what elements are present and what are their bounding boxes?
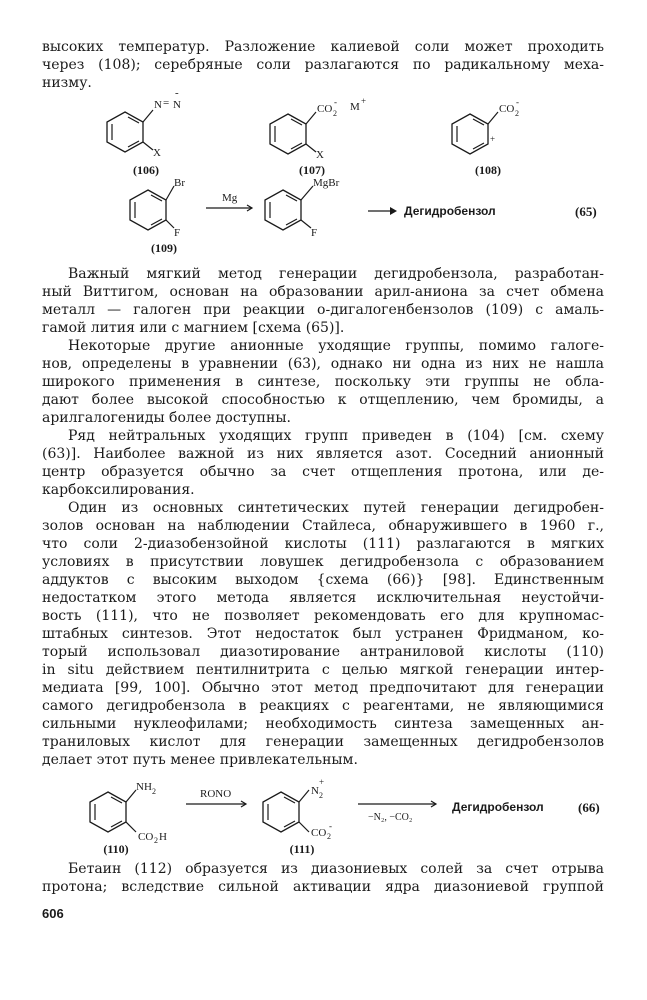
product-dehydrobenzene: Дегидробензол	[452, 800, 544, 814]
text-line: in situ действием пентилнитрита с целью мягкой генерации интер-	[42, 662, 604, 678]
magnesium-bromide: MgBr	[313, 177, 340, 189]
text-line: высоких температур. Разложение калиевой соли может проходить	[42, 39, 604, 55]
label-109: (109)	[151, 241, 177, 255]
subscript: 2	[319, 791, 323, 800]
carboxylate-group: CO	[317, 103, 333, 115]
text-line: медиата [99, 100]. Обычно этот метод предпочитают для генерации	[42, 680, 604, 696]
text-line: арилгалогениды более доступны.	[42, 410, 291, 426]
text-line: Один из основных синтетических путей генерации дегидробен-	[68, 500, 604, 516]
text-line: недостатком этого метода является исключительная неустойчи-	[42, 590, 604, 606]
text-line: вость (111), что не позволяет рекомендовать его для крупномас-	[42, 608, 604, 624]
charge: -	[516, 97, 519, 107]
cation-charge: +	[490, 134, 496, 144]
text-line: центр образуется обычно за счет отщепления протона, или де-	[42, 464, 604, 480]
product-dehydrobenzene: Дегидробензол	[404, 204, 496, 218]
text-line: гамой лития или с магнием [схема (65)].	[42, 320, 345, 336]
charge: +	[319, 777, 325, 787]
charge: -	[334, 97, 337, 107]
byproducts: −N₂, −CO₂	[368, 812, 413, 823]
equation-number: (66)	[578, 800, 600, 815]
grignard-structure	[253, 168, 363, 246]
subscript: 2	[327, 832, 331, 841]
subscript: 2	[152, 787, 156, 796]
text-line: Некоторые другие анионные уходящие группы, помимо галоге-	[68, 338, 604, 354]
text-line: условиях в присутствии ловушек дегидробензола с образованием	[42, 554, 604, 570]
amino-group: NH	[136, 781, 152, 793]
text-line: карбоксилирования.	[42, 482, 195, 498]
label-110: (110)	[103, 842, 129, 856]
text-line: Бетаин (112) образуется из диазониевых солей за счет отрыва	[68, 861, 604, 877]
text-line: широкого применения в синтезе, поскольку эти группы не обла-	[42, 374, 604, 390]
subscript: 2	[515, 109, 519, 118]
metal-cation: M	[350, 101, 360, 113]
text-line: протона; вследствие сильной активации ядра диазониевой группой	[42, 879, 604, 895]
fluorine: F	[311, 227, 318, 239]
carboxyl-group: CO	[138, 831, 154, 843]
structure-108	[440, 92, 550, 162]
elimination-arrow	[356, 796, 442, 824]
text-line: самого дегидробензола в реакциях с реагентами, не являющимися	[42, 698, 604, 714]
label-106: (106)	[133, 163, 159, 177]
carboxylate-group: CO	[499, 103, 515, 115]
structure-106	[95, 88, 205, 166]
text-line: Ряд нейтральных уходящих групп приведен в (104) [см. схему	[68, 428, 604, 444]
minus-charge: -	[175, 88, 179, 99]
fluorine: F	[174, 227, 181, 239]
structure-107	[258, 92, 378, 166]
label-111: (111)	[289, 842, 315, 856]
label-108: (108)	[475, 163, 501, 177]
n-atom: N	[154, 99, 162, 111]
carboxylate-group: CO	[311, 827, 327, 839]
text-line: Важный мягкий метод генерации дегидробензола, разработан-	[68, 266, 604, 282]
text-line: что соли 2-диазобензойной кислоты (111) разлагаются в мягких	[42, 536, 604, 552]
structure-111	[251, 772, 361, 848]
text-line: золов основан на наблюдении Стайлеса, обнаружившего в 1960 г.,	[42, 518, 604, 534]
text-line: сильными нуклеофилами; необходимость синтеза замещенных ан-	[42, 716, 604, 732]
double-bond-sign: =	[163, 97, 170, 109]
product-arrow	[366, 205, 400, 217]
page-number: 606	[42, 906, 64, 921]
structure-109	[118, 168, 198, 246]
reagent-rono: RONO	[200, 788, 232, 800]
reaction-arrow-rono	[184, 788, 254, 812]
text-line: нов, определены в уравнении (63), однако ни одна из них не нашла	[42, 356, 604, 372]
text-line: дают более высокой способностью к отщеплению, чем бромиды, а	[42, 392, 604, 408]
text-line: низму.	[42, 75, 92, 91]
text-line: аддуктов с высоким выходом {схема (66)} [98]. Единственным	[42, 572, 604, 588]
x-substituent: X	[316, 149, 324, 161]
subscript: 2	[333, 109, 337, 118]
equation-number: (65)	[575, 204, 597, 219]
charge: +	[361, 96, 367, 106]
text-line: торый использовал диазотирование антраниловой кислоты (110)	[42, 644, 604, 660]
text-line: ный Виттигом, основан на образовании арил-аниона за счет обмена	[42, 284, 604, 300]
hydrogen: H	[159, 831, 167, 843]
text-line: траниловых кислот для генерации замещенных дегидробензолов	[42, 734, 604, 750]
text-line: делает этот путь менее привлекательным.	[42, 752, 358, 768]
structure-110	[78, 772, 188, 848]
reaction-arrow-mg	[204, 192, 258, 216]
charge: -	[329, 821, 332, 831]
text-line: (63)]. Наиболее важной из них является азот. Соседний анионный	[42, 446, 604, 462]
text-line: через (108); серебряные соли разлагаются по радикальному меха-	[42, 57, 604, 73]
text-line: металл — галоген при реакции о-дигалогенбензолов (109) с амаль-	[42, 302, 604, 318]
n-atom: N	[173, 99, 181, 111]
label-107: (107)	[299, 163, 325, 177]
text-line: штабных синтезов. Этот недостаток был устранен Фридманом, ко-	[42, 626, 604, 642]
bromine: Br	[174, 177, 185, 189]
x-substituent: X	[153, 147, 161, 159]
reagent-mg: Mg	[222, 192, 238, 204]
diazonium-group: N	[311, 785, 319, 797]
subscript: 2	[154, 836, 158, 845]
